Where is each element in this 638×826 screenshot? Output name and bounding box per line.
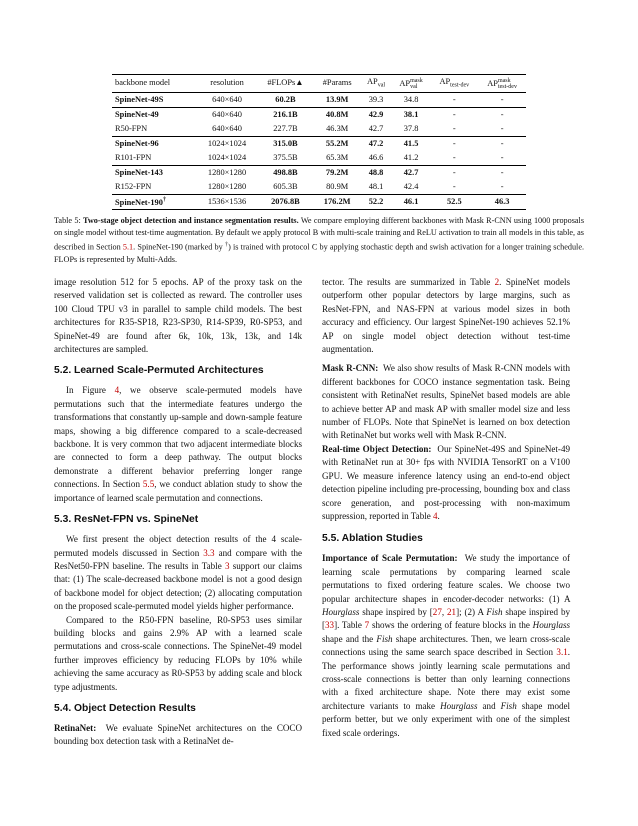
citation-link[interactable]: 21 <box>447 606 457 617</box>
paragraph: In Figure 4, we observe scale-permuted models have permutations such that the intermediate features undergo the transformations that constantly up-sample and down-sample feature maps, showing a big difference compared to a scale-decreased backbone. It is very common that two adjacent intermediate blocks are connected to form a deep pathway. The output blocks demonstrate a different behavior preferring longer range connections. In Section 5.5, we conduct ablation study to show the importance of learned scale permutation and connections. <box>54 385 303 503</box>
table-row <box>112 151 526 166</box>
cell-ap-testdev: - <box>452 152 456 162</box>
col-apmask-testdev: APmask test-dev <box>487 77 517 90</box>
caption-label: Table 5: <box>54 216 81 225</box>
cell-resolution: 1280×1280 <box>197 166 257 181</box>
section-link[interactable]: 3.1 <box>556 647 568 658</box>
cell-ap-val: 46.6 <box>368 152 384 162</box>
section-heading: 5.2. Learned Scale-Permuted Architectures <box>54 365 264 377</box>
col-resolution: resolution <box>210 78 244 88</box>
cell-model: SpineNet-96 <box>112 137 197 152</box>
caption-text: We compare employing different backbones with Mask R-CNN using 1000 proposals on single model without test-time augmentation. By default we apply protocol B with multi-scale training and ReLU activation to train all models in this table, as described in Section <box>54 216 584 252</box>
cell-ap-val: 42.7 <box>368 123 384 133</box>
cell-model: SpineNet-143 <box>112 166 197 181</box>
cell-apmask-val: 42.4 <box>403 181 419 191</box>
section-link[interactable]: 5.5 <box>142 479 155 490</box>
cell-apmask-val: 41.5 <box>392 137 431 152</box>
col-flops: #FLOPs▲ <box>267 78 304 88</box>
cell-ap-testdev: 52.5 <box>430 195 478 210</box>
cell-params: 13.9M <box>325 94 349 104</box>
results-table <box>112 74 526 210</box>
table-link[interactable]: 3 <box>224 560 230 571</box>
table-row <box>112 122 526 137</box>
cell-flops: 375.5B <box>273 152 298 162</box>
table-row <box>112 180 526 195</box>
paragraph: Importance of Scale Permutation: We study the importance of learning scale permutations by comparing learned scale permutations to fixed ordering feature scales. We choose two popular architecture shapes in encoder-decoder networks: (1) A Hourglass shape inspired by [27, 21]; (2) A Fish shape inspired by [33]. Table 7 shows the ordering of feature blocks in the Hourglass shape and the Fish shape architectures. Then, we learn cross-scale connections using the same search space described in Section 3.1. The performance shows jointly learning scale permutations and cross-scale connections is better than only learning connections with a fixed architecture shape. Note there may exist some architecture variants to make Hourglass and Fish shape model perform better, but we only experiment with one of the simplest fixed scale orderings. <box>322 553 571 738</box>
cell-ap-val: 48.1 <box>368 181 384 191</box>
table-link[interactable]: 7 <box>364 620 370 631</box>
table-caption <box>54 215 584 266</box>
cell-ap-val: 48.8 <box>360 166 391 181</box>
cell-ap-testdev: - <box>430 166 478 181</box>
cell-resolution: 640×640 <box>197 108 257 123</box>
cell-params: 46.3M <box>326 123 349 133</box>
cell-model: SpineNet-49 <box>112 108 197 123</box>
table-link[interactable]: 2 <box>494 277 500 287</box>
cell-ap-val: 52.2 <box>360 195 391 210</box>
cell-flops: 227.7B <box>273 123 298 133</box>
col-params: #Params <box>322 78 352 88</box>
section-link[interactable]: 5.1 <box>122 242 134 252</box>
section-link[interactable]: 3.3 <box>203 547 215 558</box>
cell-ap-testdev: - <box>430 137 478 152</box>
cell-model: R101-FPN <box>115 152 152 162</box>
cell-apmask-testdev: - <box>500 181 504 191</box>
cell-params: 176.2M <box>314 195 361 210</box>
paragraph-heading: RetinaNet: <box>54 722 97 733</box>
left-column <box>54 276 302 749</box>
section-heading: 5.3. ResNet-FPN vs. SpineNet <box>54 514 199 526</box>
table-row <box>112 93 526 108</box>
cell-flops: 216.1B <box>257 108 314 123</box>
table-row <box>112 137 526 152</box>
cell-apmask-val: 37.8 <box>403 123 419 133</box>
cell-ap-val: 42.9 <box>360 108 391 123</box>
cell-flops: 2076.8B <box>257 195 314 210</box>
paragraph-heading: Real-time Object Detection: <box>322 443 432 454</box>
cell-params: 55.2M <box>314 137 361 152</box>
table-row <box>112 166 526 181</box>
cell-model: SpineNet-49S <box>115 94 164 104</box>
cell-params: 79.2M <box>314 166 361 181</box>
caption-lead: Two-stage object detection and instance segmentation results. <box>83 216 299 225</box>
table-row <box>112 108 526 123</box>
citation-link[interactable]: 33 <box>325 620 335 631</box>
cell-apmask-val: 42.7 <box>392 166 431 181</box>
dagger-mark: † <box>224 242 229 248</box>
cell-model: R152-FPN <box>115 181 152 191</box>
paragraph: image resolution 512 for 5 epochs. AP of the proxy task on the reserved validation set is collected as reward. The controller uses 100 Cloud TPU v3 in parallel to sample child models. The best architectures for R35-SP18, R23-SP30, R14-SP39, R0-SP53, and SpineNet-49 are found after 6k, 10k, 13k, 13k, and 14k architectures are sampled. <box>54 277 302 355</box>
cell-flops: 315.0B <box>257 137 314 152</box>
figure-link[interactable]: 4 <box>114 385 120 396</box>
col-ap-testdev: $AP_{test-dev}$ <box>439 77 470 89</box>
cell-apmask-testdev: - <box>478 108 526 123</box>
cell-resolution: 1024×1024 <box>197 137 257 152</box>
paragraph: Mask R-CNN: We also show results of Mask R-CNN models with different backbones for COCO instance segmentation task. Being consistent with RetinaNet results, SpineNet based models are able to achieve better AP and mask AP with smaller model size and less number of FLOPs. Note that SpineNet is learned on box detection with RetinaNet but works well with Mask R-CNN. <box>322 363 570 441</box>
caption-text: . SpineNet-190 (marked by <box>133 242 223 252</box>
cell-ap-val: 47.2 <box>360 137 391 152</box>
col-apmask-val: APmask val <box>399 77 423 90</box>
cell-flops: 60.2B <box>275 94 296 104</box>
cell-model: SpineNet-190† <box>112 195 197 210</box>
paragraph: Compared to the R50-FPN baseline, R0-SP53 uses similar building blocks and gains 2.9% AP with a learned scale permutations and cross-scale connections. The SpineNet-49 model further improves efficiency by reducing FLOPs by 10% while achieving the same accuracy as R0-SP53 by adding scale and block type adjustments. <box>54 614 302 692</box>
cell-apmask-testdev: 46.3 <box>478 195 526 210</box>
cell-params: 80.9M <box>326 181 349 191</box>
cell-flops: 498.8B <box>257 166 314 181</box>
cell-ap-testdev: - <box>452 123 456 133</box>
cell-apmask-val: 34.8 <box>403 94 419 104</box>
caption-text: ) is trained with protocol C by applying stochastic depth and swish activation for a longer training schedule. FLOPs is represented by Multi-Adds. <box>54 242 585 264</box>
right-column <box>322 276 570 740</box>
table-link[interactable]: 4 <box>433 510 438 521</box>
cell-apmask-testdev: - <box>478 137 526 152</box>
table-row <box>112 195 526 210</box>
paragraph: We first present the object detection results of the 4 scale-permuted models discussed in Section 3.3 and compare with the ResNet50-FPN baseline. The results in Table 3 support our claims that: (1) The scale-decreased backbone model is not a good design of backbone model for object detection; (2) allocating computation on the proposed scale-permuted model yields higher performance. <box>54 534 303 612</box>
cell-params: 40.8M <box>314 108 361 123</box>
cell-params: 65.3M <box>326 152 349 162</box>
cell-resolution: 1536×1536 <box>197 195 257 210</box>
cell-apmask-testdev: - <box>500 152 504 162</box>
cell-ap-testdev: - <box>452 94 456 104</box>
cell-apmask-testdev: - <box>500 94 504 104</box>
cell-ap-val: 39.3 <box>368 94 384 104</box>
paragraph-heading: Importance of Scale Permutation: <box>322 553 458 564</box>
paragraph-heading: Mask R-CNN: <box>322 363 379 374</box>
cell-apmask-testdev: - <box>478 166 526 181</box>
cell-ap-testdev: - <box>430 108 478 123</box>
cell-model: R50-FPN <box>115 123 148 133</box>
citation-link[interactable]: 27 <box>432 606 442 617</box>
cell-apmask-testdev: - <box>500 123 504 133</box>
cell-resolution: 1024×1024 <box>207 152 247 162</box>
cell-flops: 605.3B <box>273 181 298 191</box>
table-header-row <box>112 75 526 93</box>
cell-apmask-val: 38.1 <box>392 108 431 123</box>
cell-resolution: 640×640 <box>212 94 242 104</box>
cell-apmask-val: 46.1 <box>392 195 431 210</box>
paragraph: Real-time Object Detection: Our SpineNet-49S and SpineNet-49 with RetinaNet run at 30+ fps with NVIDIA TensorRT on a V100 GPU. We measure inference latency using an end-to-end object detection pipeline including pre-processing, bounding box and class score generation, and post-processing with non-maximum suppression, reported in Table 4. <box>322 443 570 521</box>
cell-resolution: 640×640 <box>212 123 242 133</box>
cell-ap-testdev: - <box>452 181 456 191</box>
col-ap-val: $AP_{val}$ <box>367 77 386 89</box>
col-backbone: backbone model <box>115 78 171 88</box>
paragraph: RetinaNet: We evaluate SpineNet architectures on the COCO bounding box detection task with a RetinaNet de- <box>54 722 302 747</box>
cell-apmask-val: 41.2 <box>403 152 419 162</box>
section-heading: 5.4. Object Detection Results <box>54 702 196 714</box>
paragraph: tector. The results are summarized in Table 2. SpineNet models outperform other popular detectors by large margins, such as ResNet-FPN, and NAS-FPN at various model sizes in both accuracy and efficiency. Our largest SpineNet-190 achieves 52.1% AP on single model object detection without test-time augmentation. <box>322 277 570 355</box>
cell-resolution: 1280×1280 <box>207 181 247 191</box>
section-heading: 5.5. Ablation Studies <box>322 533 423 545</box>
